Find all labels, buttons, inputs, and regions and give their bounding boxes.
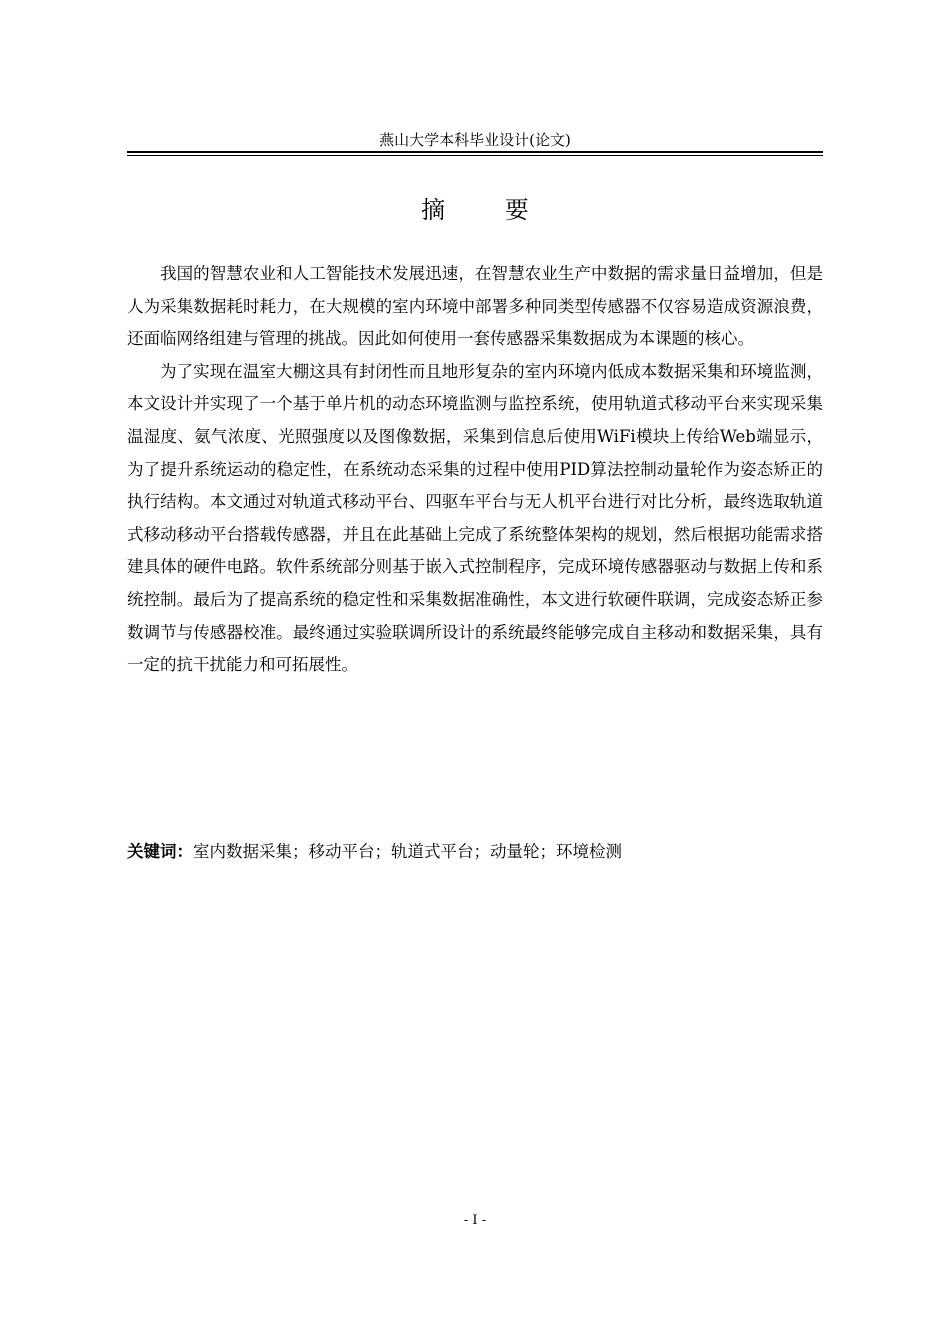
keywords-value: 室内数据采集；移动平台；轨道式平台；动量轮；环境检测 [193, 842, 622, 861]
abstract-paragraph-1: 我国的智慧农业和人工智能技术发展迅速，在智慧农业生产中数据的需求量日益增加，但是人为采集数据耗时耗力，在大规模的室内环境中部署多种同类型传感器不仅容易造成资源浪费，还面临网络组建与管理的挑战。因此如何使用一套传感器采集数据成为本课题的核心。 [127, 264, 823, 349]
abstract-body [127, 258, 823, 682]
abstract-heading: 摘 要 [421, 196, 555, 224]
page-number: - I - [463, 1213, 487, 1228]
keywords-label: 关键词： [127, 842, 193, 861]
header-rule-thick [127, 151, 823, 153]
abstract-paragraph-2: 为了实现在温室大棚这具有封闭性而且地形复杂的室内环境内低成本数据采集和环境监测，本文设计并实现了一个基于单片机的动态环境监测与监控系统，使用轨道式移动平台来实现采集温湿度、氨气浓度、光照强度以及图像数据，采集到信息后使用WiFi模块上传给Web端显示，为了提升系统运动的稳定性，在系统动态采集的过程中使用PID算法控制动量轮作为姿态矫正的执行结构。本文通过对轨道式移动平台、四驱车平台与无人机平台进行对比分析，最终选取轨道式移动移动平台搭载传感器，并且在此基础上完成了系统整体架构的规划，然后根据功能需求搭建具体的硬件电路。软件系统部分则基于嵌入式控制程序，完成环境传感器驱动与数据上传和系统控制。最后为了提高系统的稳定性和采集数据准确性，本文进行软硬件联调，完成姿态矫正参数调节与传感器校准。最终通过实验联调所设计的系统最终能够完成自主移动和数据采集，具有一定的抗干扰能力和可拓展性。 [127, 361, 823, 675]
document-header: 燕山大学本科毕业设计(论文) [379, 131, 571, 149]
header-rule-thin [127, 155, 823, 156]
keywords-line [127, 836, 823, 868]
